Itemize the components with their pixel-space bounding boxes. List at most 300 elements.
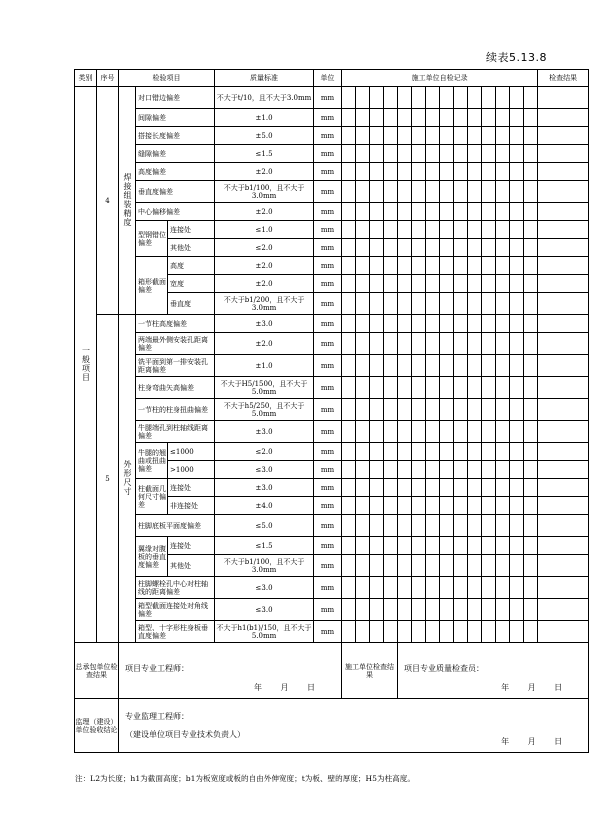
record-cell[interactable] <box>468 239 482 257</box>
record-cell[interactable] <box>496 479 510 497</box>
record-cell[interactable] <box>384 257 398 275</box>
record-cell[interactable] <box>342 461 356 479</box>
record-cell[interactable] <box>398 221 412 239</box>
record-cell[interactable] <box>524 537 538 555</box>
record-cell[interactable] <box>426 555 440 577</box>
record-cell[interactable] <box>496 257 510 275</box>
record-cell[interactable] <box>524 479 538 497</box>
record-cell[interactable] <box>398 577 412 599</box>
record-cell[interactable] <box>426 239 440 257</box>
record-cell[interactable] <box>524 181 538 203</box>
record-cell[interactable] <box>468 355 482 377</box>
record-cell[interactable] <box>426 621 440 643</box>
record-cell[interactable] <box>370 377 384 399</box>
record-cell[interactable] <box>496 109 510 127</box>
record-cell[interactable] <box>454 239 468 257</box>
record-cell[interactable] <box>496 355 510 377</box>
record-cell[interactable] <box>454 203 468 221</box>
result-cell[interactable] <box>538 109 589 127</box>
builder-sign-cell[interactable] <box>398 643 589 699</box>
record-cell[interactable] <box>440 333 454 355</box>
record-cell[interactable] <box>384 421 398 443</box>
record-cell[interactable] <box>440 163 454 181</box>
record-cell[interactable] <box>510 257 524 275</box>
supervisor-sign-cell[interactable] <box>119 699 589 753</box>
record-cell[interactable] <box>496 537 510 555</box>
record-cell[interactable] <box>454 443 468 461</box>
record-cell[interactable] <box>454 461 468 479</box>
record-cell[interactable] <box>482 377 496 399</box>
record-cell[interactable] <box>468 293 482 315</box>
record-cell[interactable] <box>342 399 356 421</box>
record-cell[interactable] <box>356 461 370 479</box>
record-cell[interactable] <box>440 599 454 621</box>
record-cell[interactable] <box>342 355 356 377</box>
record-cell[interactable] <box>454 555 468 577</box>
record-cell[interactable] <box>342 221 356 239</box>
record-cell[interactable] <box>454 621 468 643</box>
record-cell[interactable] <box>524 333 538 355</box>
record-cell[interactable] <box>384 163 398 181</box>
record-cell[interactable] <box>426 497 440 515</box>
record-cell[interactable] <box>510 555 524 577</box>
record-cell[interactable] <box>356 87 370 109</box>
record-cell[interactable] <box>468 555 482 577</box>
record-cell[interactable] <box>482 275 496 293</box>
record-cell[interactable] <box>468 479 482 497</box>
record-cell[interactable] <box>412 275 426 293</box>
record-cell[interactable] <box>496 555 510 577</box>
record-cell[interactable] <box>370 599 384 621</box>
record-cell[interactable] <box>510 355 524 377</box>
record-cell[interactable] <box>454 497 468 515</box>
record-cell[interactable] <box>426 257 440 275</box>
record-cell[interactable] <box>356 479 370 497</box>
record-cell[interactable] <box>482 355 496 377</box>
record-cell[interactable] <box>482 315 496 333</box>
record-cell[interactable] <box>496 461 510 479</box>
record-cell[interactable] <box>370 203 384 221</box>
record-cell[interactable] <box>384 239 398 257</box>
record-cell[interactable] <box>426 355 440 377</box>
result-cell[interactable] <box>538 515 589 537</box>
record-cell[interactable] <box>426 461 440 479</box>
record-cell[interactable] <box>370 555 384 577</box>
record-cell[interactable] <box>412 443 426 461</box>
record-cell[interactable] <box>496 621 510 643</box>
record-cell[interactable] <box>412 555 426 577</box>
record-cell[interactable] <box>426 293 440 315</box>
record-cell[interactable] <box>412 355 426 377</box>
record-cell[interactable] <box>482 461 496 479</box>
record-cell[interactable] <box>468 203 482 221</box>
result-cell[interactable] <box>538 239 589 257</box>
record-cell[interactable] <box>468 537 482 555</box>
record-cell[interactable] <box>342 577 356 599</box>
record-cell[interactable] <box>342 203 356 221</box>
record-cell[interactable] <box>384 443 398 461</box>
record-cell[interactable] <box>468 399 482 421</box>
record-cell[interactable] <box>524 145 538 163</box>
record-cell[interactable] <box>510 315 524 333</box>
record-cell[interactable] <box>440 497 454 515</box>
record-cell[interactable] <box>370 275 384 293</box>
record-cell[interactable] <box>412 163 426 181</box>
record-cell[interactable] <box>510 537 524 555</box>
record-cell[interactable] <box>524 461 538 479</box>
record-cell[interactable] <box>510 87 524 109</box>
record-cell[interactable] <box>356 333 370 355</box>
record-cell[interactable] <box>412 621 426 643</box>
record-cell[interactable] <box>524 355 538 377</box>
record-cell[interactable] <box>510 599 524 621</box>
record-cell[interactable] <box>496 293 510 315</box>
record-cell[interactable] <box>370 479 384 497</box>
record-cell[interactable] <box>426 537 440 555</box>
record-cell[interactable] <box>398 537 412 555</box>
record-cell[interactable] <box>440 203 454 221</box>
record-cell[interactable] <box>426 443 440 461</box>
record-cell[interactable] <box>426 515 440 537</box>
record-cell[interactable] <box>482 127 496 145</box>
result-cell[interactable] <box>538 497 589 515</box>
record-cell[interactable] <box>524 621 538 643</box>
record-cell[interactable] <box>356 599 370 621</box>
record-cell[interactable] <box>510 479 524 497</box>
record-cell[interactable] <box>524 599 538 621</box>
result-cell[interactable] <box>538 181 589 203</box>
record-cell[interactable] <box>496 181 510 203</box>
record-cell[interactable] <box>440 257 454 275</box>
result-cell[interactable] <box>538 127 589 145</box>
record-cell[interactable] <box>510 203 524 221</box>
record-cell[interactable] <box>482 537 496 555</box>
record-cell[interactable] <box>412 515 426 537</box>
record-cell[interactable] <box>510 421 524 443</box>
record-cell[interactable] <box>524 257 538 275</box>
record-cell[interactable] <box>454 87 468 109</box>
record-cell[interactable] <box>342 127 356 145</box>
record-cell[interactable] <box>440 109 454 127</box>
record-cell[interactable] <box>370 239 384 257</box>
record-cell[interactable] <box>356 555 370 577</box>
record-cell[interactable] <box>482 515 496 537</box>
record-cell[interactable] <box>426 479 440 497</box>
record-cell[interactable] <box>426 333 440 355</box>
record-cell[interactable] <box>342 621 356 643</box>
record-cell[interactable] <box>468 333 482 355</box>
record-cell[interactable] <box>468 109 482 127</box>
record-cell[interactable] <box>468 221 482 239</box>
record-cell[interactable] <box>496 443 510 461</box>
record-cell[interactable] <box>412 315 426 333</box>
record-cell[interactable] <box>370 163 384 181</box>
record-cell[interactable] <box>370 621 384 643</box>
record-cell[interactable] <box>398 515 412 537</box>
record-cell[interactable] <box>426 421 440 443</box>
result-cell[interactable] <box>538 621 589 643</box>
record-cell[interactable] <box>524 127 538 145</box>
record-cell[interactable] <box>440 537 454 555</box>
record-cell[interactable] <box>412 87 426 109</box>
record-cell[interactable] <box>524 515 538 537</box>
record-cell[interactable] <box>524 377 538 399</box>
record-cell[interactable] <box>482 163 496 181</box>
result-cell[interactable] <box>538 203 589 221</box>
record-cell[interactable] <box>426 275 440 293</box>
record-cell[interactable] <box>398 599 412 621</box>
record-cell[interactable] <box>482 181 496 203</box>
record-cell[interactable] <box>440 315 454 333</box>
record-cell[interactable] <box>370 443 384 461</box>
record-cell[interactable] <box>412 293 426 315</box>
record-cell[interactable] <box>426 577 440 599</box>
record-cell[interactable] <box>356 377 370 399</box>
record-cell[interactable] <box>496 577 510 599</box>
record-cell[interactable] <box>356 239 370 257</box>
record-cell[interactable] <box>356 293 370 315</box>
record-cell[interactable] <box>342 145 356 163</box>
record-cell[interactable] <box>356 355 370 377</box>
record-cell[interactable] <box>398 621 412 643</box>
record-cell[interactable] <box>370 537 384 555</box>
record-cell[interactable] <box>510 515 524 537</box>
record-cell[interactable] <box>398 239 412 257</box>
record-cell[interactable] <box>356 257 370 275</box>
record-cell[interactable] <box>440 87 454 109</box>
record-cell[interactable] <box>468 461 482 479</box>
record-cell[interactable] <box>342 315 356 333</box>
record-cell[interactable] <box>398 181 412 203</box>
result-cell[interactable] <box>538 555 589 577</box>
record-cell[interactable] <box>468 145 482 163</box>
record-cell[interactable] <box>468 127 482 145</box>
record-cell[interactable] <box>524 497 538 515</box>
record-cell[interactable] <box>440 355 454 377</box>
record-cell[interactable] <box>524 399 538 421</box>
record-cell[interactable] <box>342 443 356 461</box>
record-cell[interactable] <box>496 275 510 293</box>
record-cell[interactable] <box>524 315 538 333</box>
result-cell[interactable] <box>538 87 589 109</box>
record-cell[interactable] <box>412 145 426 163</box>
record-cell[interactable] <box>440 127 454 145</box>
record-cell[interactable] <box>398 293 412 315</box>
record-cell[interactable] <box>356 315 370 333</box>
record-cell[interactable] <box>496 203 510 221</box>
record-cell[interactable] <box>496 333 510 355</box>
record-cell[interactable] <box>398 555 412 577</box>
record-cell[interactable] <box>426 163 440 181</box>
record-cell[interactable] <box>440 555 454 577</box>
record-cell[interactable] <box>482 293 496 315</box>
record-cell[interactable] <box>496 221 510 239</box>
record-cell[interactable] <box>510 181 524 203</box>
record-cell[interactable] <box>482 479 496 497</box>
record-cell[interactable] <box>426 315 440 333</box>
record-cell[interactable] <box>482 443 496 461</box>
record-cell[interactable] <box>370 293 384 315</box>
record-cell[interactable] <box>426 109 440 127</box>
record-cell[interactable] <box>356 443 370 461</box>
record-cell[interactable] <box>356 221 370 239</box>
record-cell[interactable] <box>468 497 482 515</box>
record-cell[interactable] <box>384 555 398 577</box>
record-cell[interactable] <box>496 145 510 163</box>
record-cell[interactable] <box>370 109 384 127</box>
record-cell[interactable] <box>356 515 370 537</box>
record-cell[interactable] <box>440 461 454 479</box>
record-cell[interactable] <box>412 221 426 239</box>
record-cell[interactable] <box>482 333 496 355</box>
record-cell[interactable] <box>356 497 370 515</box>
result-cell[interactable] <box>538 355 589 377</box>
record-cell[interactable] <box>370 421 384 443</box>
record-cell[interactable] <box>384 377 398 399</box>
record-cell[interactable] <box>496 497 510 515</box>
record-cell[interactable] <box>454 127 468 145</box>
record-cell[interactable] <box>398 355 412 377</box>
record-cell[interactable] <box>342 515 356 537</box>
record-cell[interactable] <box>342 497 356 515</box>
record-cell[interactable] <box>482 109 496 127</box>
record-cell[interactable] <box>342 239 356 257</box>
record-cell[interactable] <box>412 377 426 399</box>
result-cell[interactable] <box>538 537 589 555</box>
result-cell[interactable] <box>538 461 589 479</box>
record-cell[interactable] <box>342 87 356 109</box>
record-cell[interactable] <box>454 577 468 599</box>
record-cell[interactable] <box>384 127 398 145</box>
record-cell[interactable] <box>454 293 468 315</box>
record-cell[interactable] <box>440 181 454 203</box>
record-cell[interactable] <box>398 163 412 181</box>
record-cell[interactable] <box>384 599 398 621</box>
record-cell[interactable] <box>482 87 496 109</box>
record-cell[interactable] <box>454 537 468 555</box>
record-cell[interactable] <box>398 87 412 109</box>
record-cell[interactable] <box>440 145 454 163</box>
record-cell[interactable] <box>356 203 370 221</box>
record-cell[interactable] <box>342 333 356 355</box>
record-cell[interactable] <box>384 399 398 421</box>
record-cell[interactable] <box>356 537 370 555</box>
record-cell[interactable] <box>412 257 426 275</box>
record-cell[interactable] <box>454 163 468 181</box>
record-cell[interactable] <box>482 221 496 239</box>
result-cell[interactable] <box>538 399 589 421</box>
record-cell[interactable] <box>398 315 412 333</box>
result-cell[interactable] <box>538 145 589 163</box>
record-cell[interactable] <box>440 293 454 315</box>
record-cell[interactable] <box>454 109 468 127</box>
record-cell[interactable] <box>524 555 538 577</box>
record-cell[interactable] <box>468 163 482 181</box>
record-cell[interactable] <box>384 537 398 555</box>
record-cell[interactable] <box>356 181 370 203</box>
record-cell[interactable] <box>384 515 398 537</box>
record-cell[interactable] <box>454 145 468 163</box>
record-cell[interactable] <box>370 461 384 479</box>
record-cell[interactable] <box>398 333 412 355</box>
record-cell[interactable] <box>468 257 482 275</box>
record-cell[interactable] <box>398 399 412 421</box>
result-cell[interactable] <box>538 257 589 275</box>
record-cell[interactable] <box>454 479 468 497</box>
record-cell[interactable] <box>510 293 524 315</box>
record-cell[interactable] <box>524 203 538 221</box>
record-cell[interactable] <box>426 203 440 221</box>
record-cell[interactable] <box>454 315 468 333</box>
record-cell[interactable] <box>496 421 510 443</box>
record-cell[interactable] <box>510 127 524 145</box>
record-cell[interactable] <box>384 355 398 377</box>
record-cell[interactable] <box>468 599 482 621</box>
record-cell[interactable] <box>482 399 496 421</box>
record-cell[interactable] <box>496 239 510 257</box>
record-cell[interactable] <box>482 203 496 221</box>
record-cell[interactable] <box>482 145 496 163</box>
record-cell[interactable] <box>384 333 398 355</box>
record-cell[interactable] <box>370 221 384 239</box>
record-cell[interactable] <box>510 239 524 257</box>
record-cell[interactable] <box>510 221 524 239</box>
record-cell[interactable] <box>398 479 412 497</box>
record-cell[interactable] <box>524 421 538 443</box>
record-cell[interactable] <box>356 275 370 293</box>
record-cell[interactable] <box>426 599 440 621</box>
record-cell[interactable] <box>370 333 384 355</box>
record-cell[interactable] <box>454 181 468 203</box>
record-cell[interactable] <box>384 275 398 293</box>
record-cell[interactable] <box>412 399 426 421</box>
record-cell[interactable] <box>496 127 510 145</box>
record-cell[interactable] <box>342 377 356 399</box>
record-cell[interactable] <box>482 239 496 257</box>
record-cell[interactable] <box>440 377 454 399</box>
record-cell[interactable] <box>370 145 384 163</box>
record-cell[interactable] <box>468 377 482 399</box>
record-cell[interactable] <box>342 275 356 293</box>
record-cell[interactable] <box>398 203 412 221</box>
result-cell[interactable] <box>538 599 589 621</box>
record-cell[interactable] <box>370 257 384 275</box>
result-cell[interactable] <box>538 421 589 443</box>
record-cell[interactable] <box>496 87 510 109</box>
record-cell[interactable] <box>482 621 496 643</box>
record-cell[interactable] <box>384 221 398 239</box>
record-cell[interactable] <box>342 537 356 555</box>
record-cell[interactable] <box>510 577 524 599</box>
record-cell[interactable] <box>384 145 398 163</box>
record-cell[interactable] <box>454 421 468 443</box>
record-cell[interactable] <box>370 399 384 421</box>
record-cell[interactable] <box>482 555 496 577</box>
record-cell[interactable] <box>370 497 384 515</box>
record-cell[interactable] <box>356 621 370 643</box>
record-cell[interactable] <box>468 515 482 537</box>
record-cell[interactable] <box>426 87 440 109</box>
record-cell[interactable] <box>440 515 454 537</box>
record-cell[interactable] <box>398 461 412 479</box>
record-cell[interactable] <box>440 239 454 257</box>
record-cell[interactable] <box>398 257 412 275</box>
record-cell[interactable] <box>496 315 510 333</box>
record-cell[interactable] <box>412 203 426 221</box>
record-cell[interactable] <box>356 163 370 181</box>
record-cell[interactable] <box>454 515 468 537</box>
record-cell[interactable] <box>482 497 496 515</box>
